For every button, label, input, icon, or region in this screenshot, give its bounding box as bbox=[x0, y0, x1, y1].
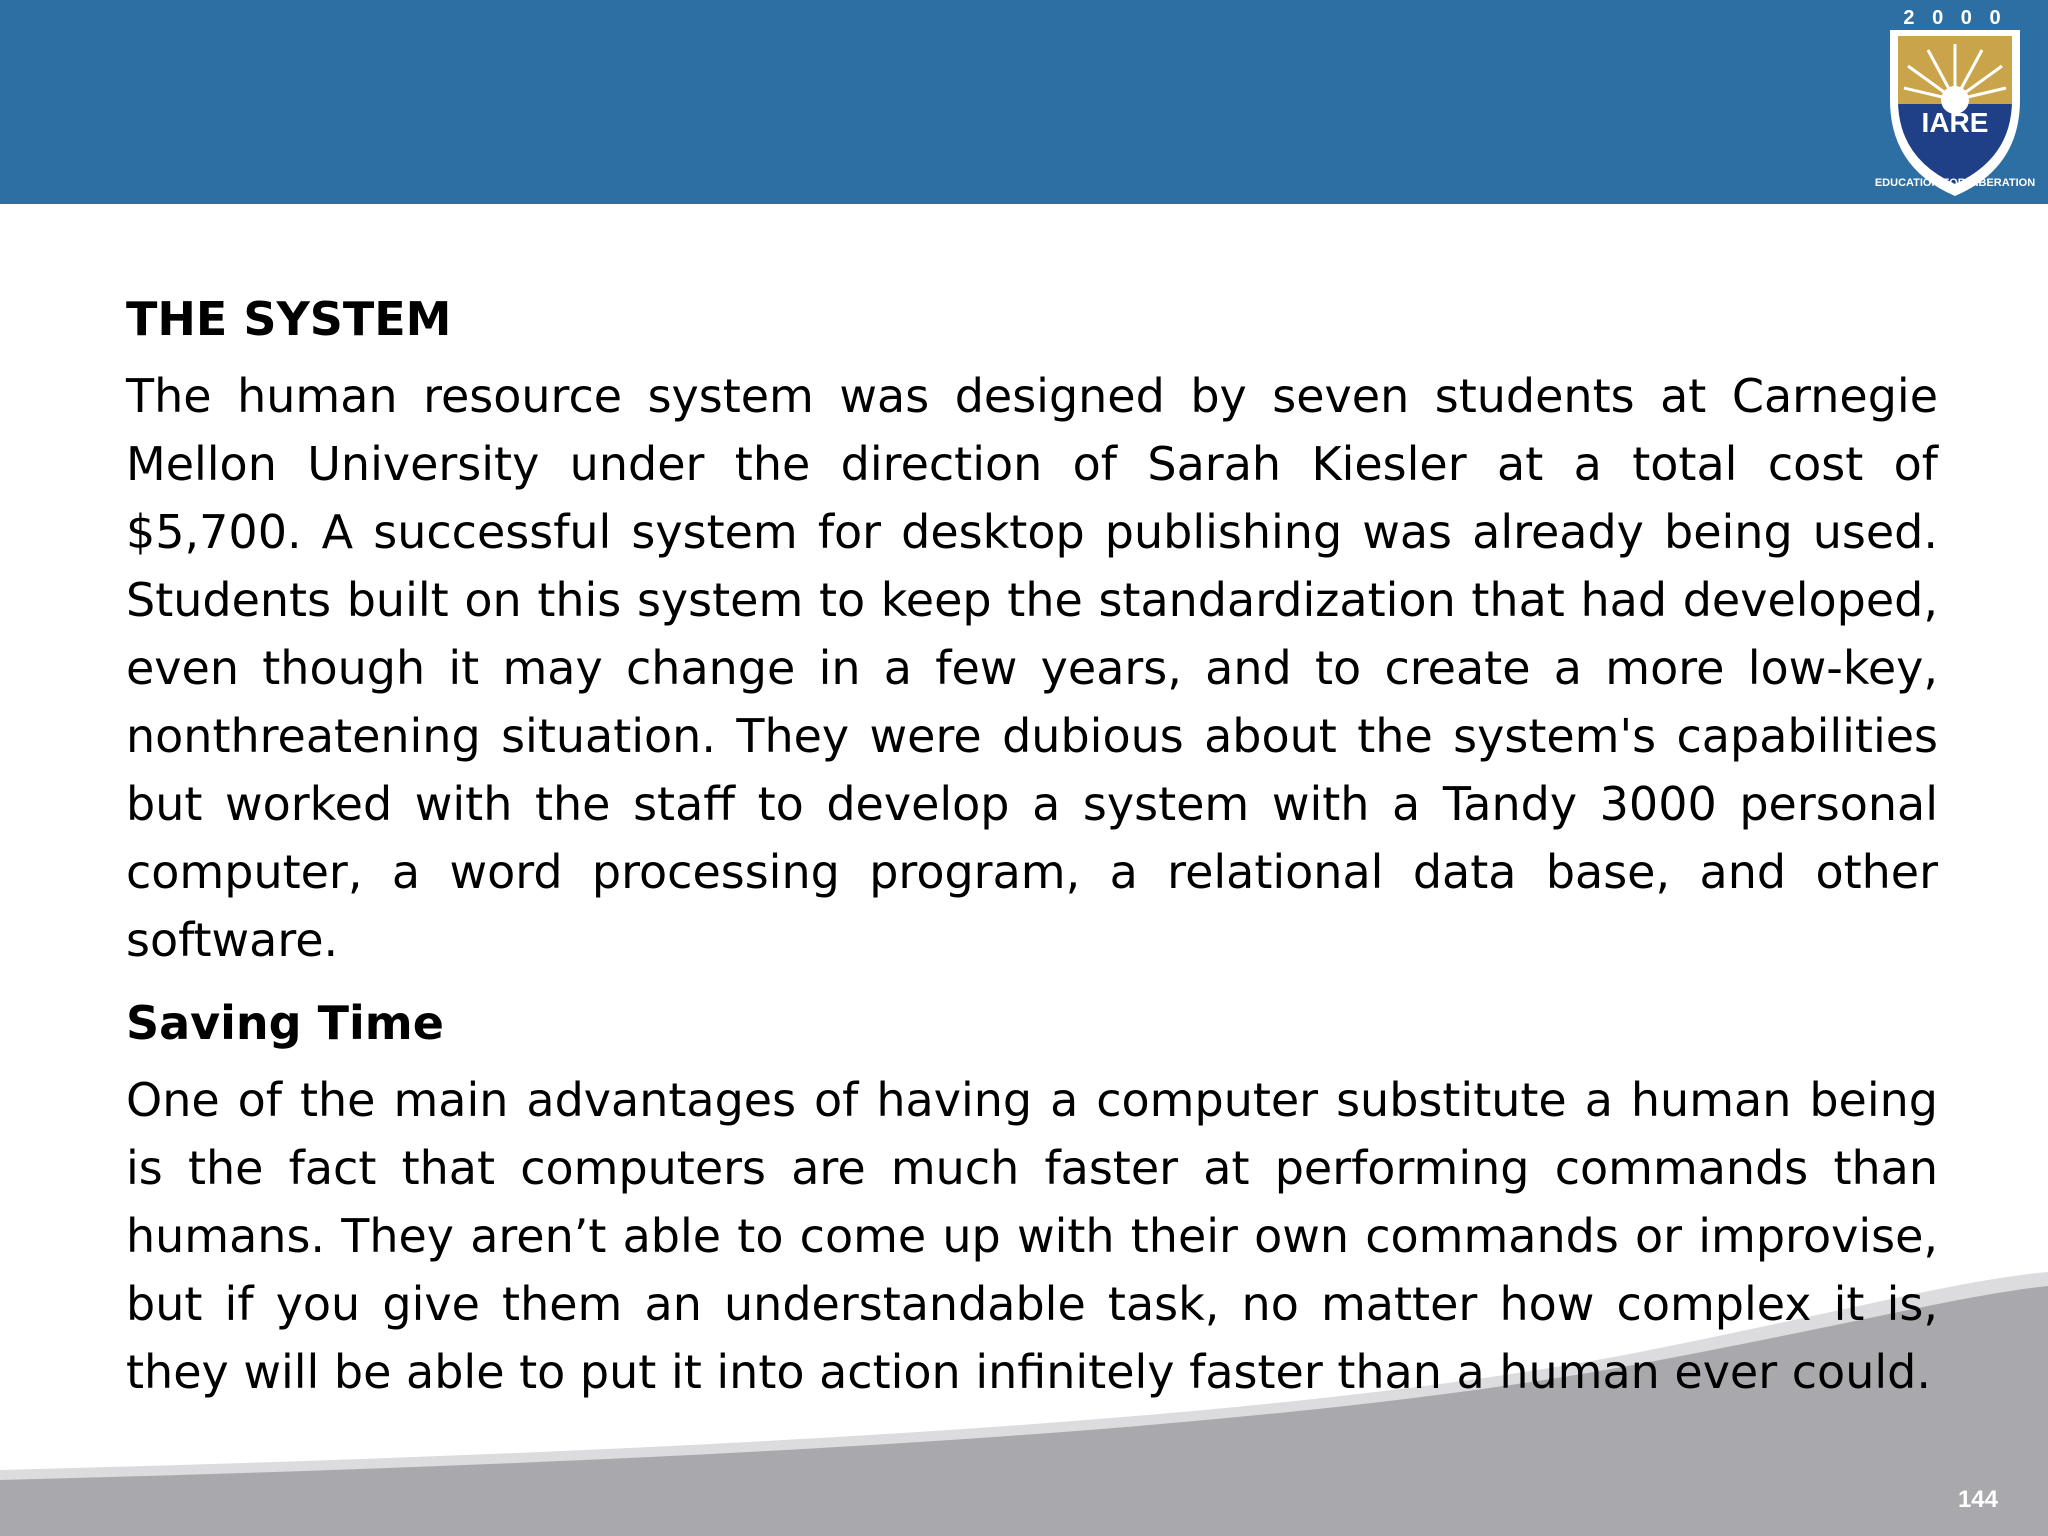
logo-name: IARE bbox=[1921, 107, 1989, 138]
section-heading: THE SYSTEM bbox=[126, 292, 452, 346]
section-body: The human resource system was designed by seven students at Carnegie Mellon University under the direction of Sarah Kiesler at a total cost of $5,700. A successful system for desktop publishing was already being used. Students built on this system to keep the standardization that had developed, even though it may change in a few years, and to create a more low-key, nonthreatening situation. They were dubious about the system's capabilities but worked with the staff to develop a system with a Tandy 3000 personal computer, a word processing program, a relational data base, and other software. bbox=[126, 369, 1938, 967]
slide-content bbox=[126, 288, 1938, 1424]
header-band bbox=[0, 0, 2048, 204]
section-body: One of the main advantages of having a computer substitute a human being is the fact that computers are much faster at performing commands than humans. They aren’t able to come up with their own commands or improvise, but if you give them an understandable task, no matter how complex it is, they will be able to put it into action infinitely faster than a human ever could. bbox=[126, 1073, 1938, 1399]
iare-logo bbox=[1862, 0, 2048, 204]
page-number: 144 bbox=[1957, 1486, 1998, 1513]
logo-motto: EDUCATION FOR LIBERATION bbox=[1874, 177, 2036, 189]
logo-year: 2 0 0 0 bbox=[1903, 7, 2007, 29]
section-heading: Saving Time bbox=[126, 996, 444, 1050]
